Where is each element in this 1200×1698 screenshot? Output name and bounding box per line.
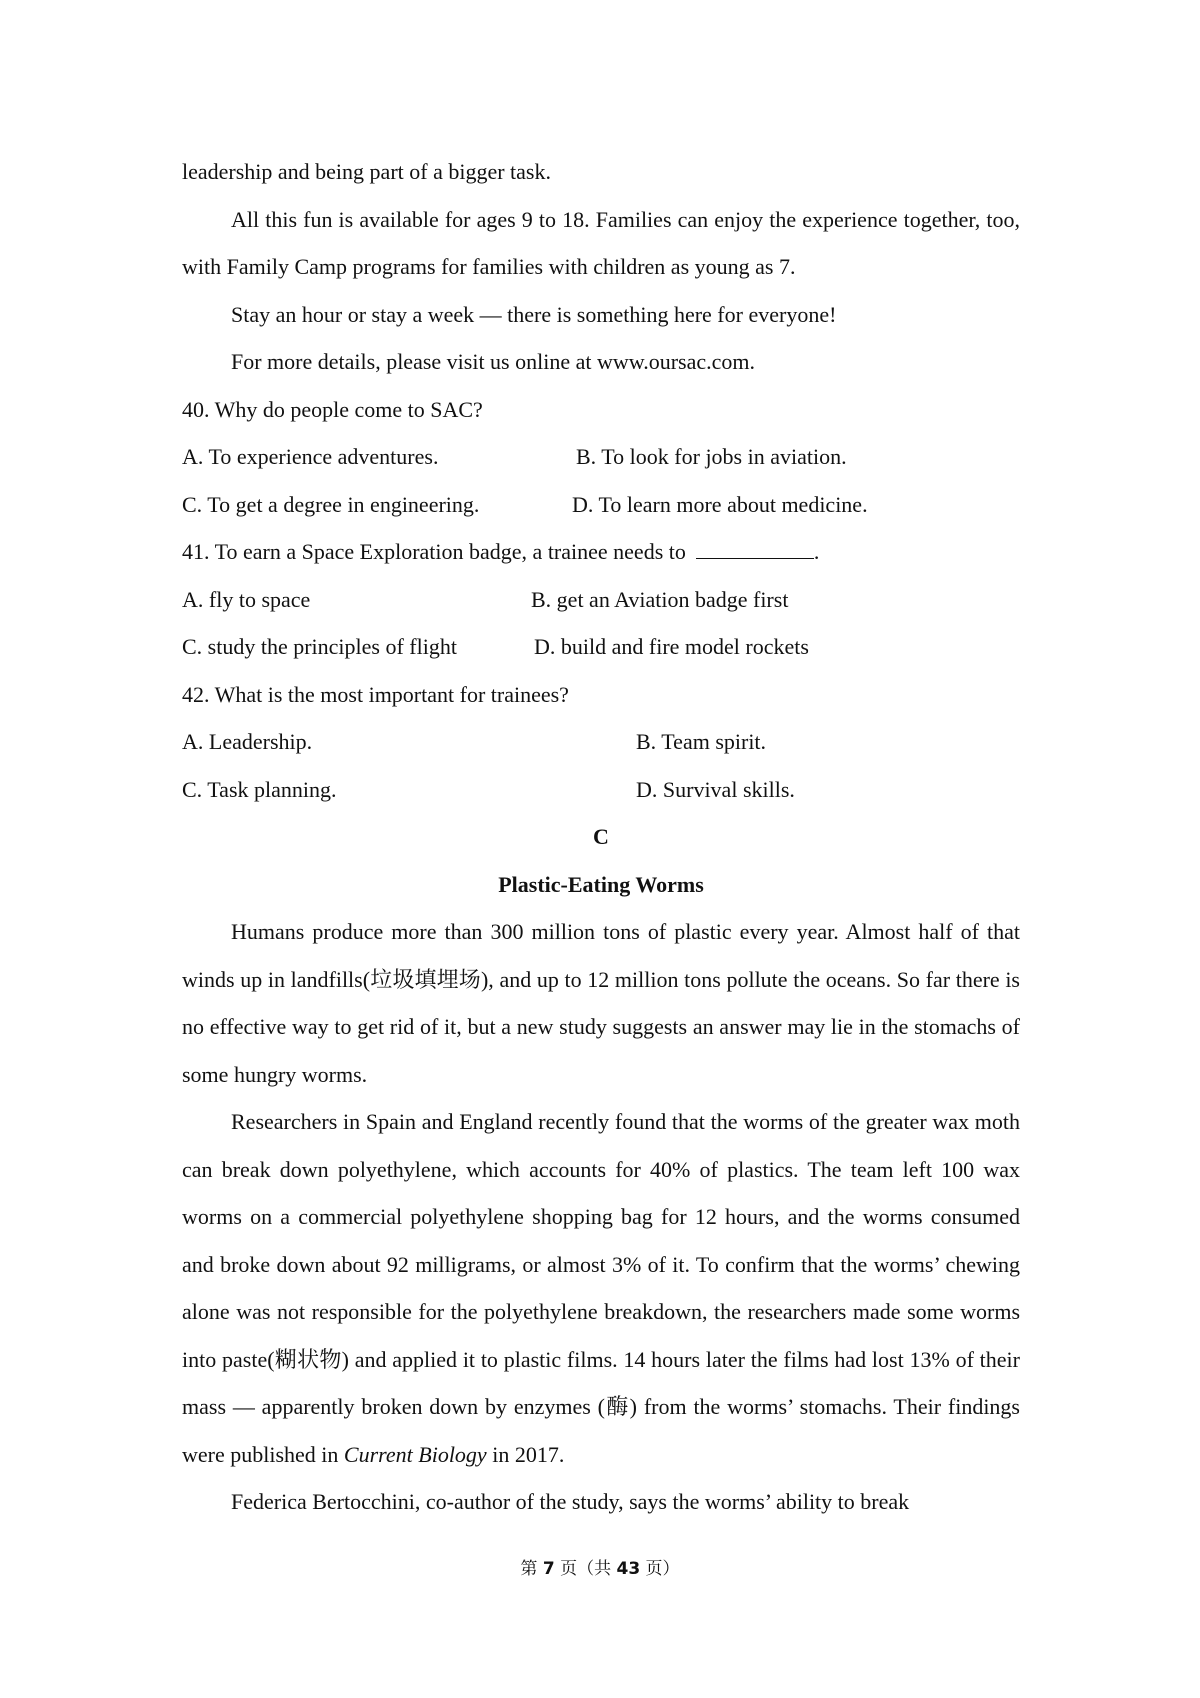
passage-c-paragraph-1: Humans produce more than 300 million tons of plastic every year. Almost half of that winds up in landfills(垃圾填埋场), and up to 12 million tons pollute the oceans. So far there is no effective way to get rid of it, but a new study suggests an answer may lie in the stomachs of some hungry worms. — [182, 919, 1020, 1087]
question-41-option-b: B. get an Aviation badge first — [531, 586, 789, 612]
question-40-stem: 40. Why do people come to SAC? — [182, 396, 483, 422]
journal-name: Current Biology — [343, 1441, 487, 1467]
footer-suffix: 页） — [640, 1559, 680, 1579]
passage-c-paragraph-3: Federica Bertocchini, co-author of the study, says the worms’ ability to break — [231, 1489, 910, 1514]
footer-middle: 页（共 — [554, 1559, 617, 1579]
footer-page-number: 7 — [542, 1559, 555, 1579]
question-41-stem: 41. To earn a Space Exploration badge, a trainee needs to — [182, 539, 686, 564]
passage-b-stay-paragraph: Stay an hour or stay a week — there is something here for everyone! — [231, 301, 837, 327]
passage-c-paragraph-2 — [182, 1098, 1020, 1478]
question-41-option-d: D. build and fire model rockets — [534, 634, 809, 659]
question-41-options-row-1 — [182, 576, 1020, 624]
question-41-stem-line — [182, 528, 1020, 576]
question-42-options-row-1 — [182, 718, 1020, 766]
question-41-options-row-2 — [182, 623, 1020, 671]
question-40-option-b: B. To look for jobs in aviation. — [576, 444, 847, 469]
passage-c-paragraph-2-tail: in 2017. — [486, 1441, 565, 1467]
question-41-option-a: A. fly to space — [182, 586, 311, 612]
question-42-option-b: B. Team spirit. — [636, 729, 767, 754]
question-40-options-row-1 — [182, 433, 1020, 481]
page-footer — [0, 1554, 1200, 1579]
answer-blank — [696, 536, 814, 559]
section-letter: C — [593, 824, 609, 849]
passage-b-details-paragraph: For more details, please visit us online at www.oursac.com. — [231, 349, 756, 374]
question-41-stem-end: . — [813, 539, 820, 564]
question-42-option-d: D. Survival skills. — [636, 776, 795, 802]
question-40-option-a: A. To experience adventures. — [182, 444, 439, 469]
question-42-option-c: C. Task planning. — [182, 776, 337, 802]
question-42-option-a: A. Leadership. — [182, 729, 313, 754]
passage-b-ages-paragraph: All this fun is available for ages 9 to 18. Families can enjoy the experience together, too, with Family Camp programs for families with children as young as 7. — [182, 206, 1020, 279]
question-40-option-c: C. To get a degree in engineering. — [182, 491, 480, 517]
question-42-stem: 42. What is the most important for trainees? — [182, 681, 569, 707]
question-40-options-row-2 — [182, 481, 1020, 529]
passage-b-line: leadership and being part of a bigger task. — [182, 159, 551, 184]
footer-prefix: 第 — [520, 1559, 543, 1579]
passage-title: Plastic-Eating Worms — [498, 871, 704, 897]
document-page — [182, 148, 1020, 1526]
footer-total-pages: 43 — [616, 1559, 641, 1579]
question-42-options-row-2 — [182, 766, 1020, 814]
question-41-option-c: C. study the principles of flight — [182, 634, 457, 659]
passage-c-paragraph-2-text: Researchers in Spain and England recently found that the worms of the greater wax moth can break down polyethylene, which accounts for 40% of plastics. The team left 100 wax worms on a commercial polyethylene shopping bag for 12 hours, and the worms consumed and broke down about 92 milligrams, or almost 3% of it. To confirm that the worms’ chewing alone was not responsible for the polyethylene breakdown, the researchers made some worms into paste(糊状物) and applied it to plastic films. 14 hours later the films had lost 13% of their mass — apparently broken down by enzymes (酶) from the worms’ stomachs. Their findings were published in — [182, 1109, 1020, 1467]
question-40-option-d: D. To learn more about medicine. — [572, 491, 868, 517]
